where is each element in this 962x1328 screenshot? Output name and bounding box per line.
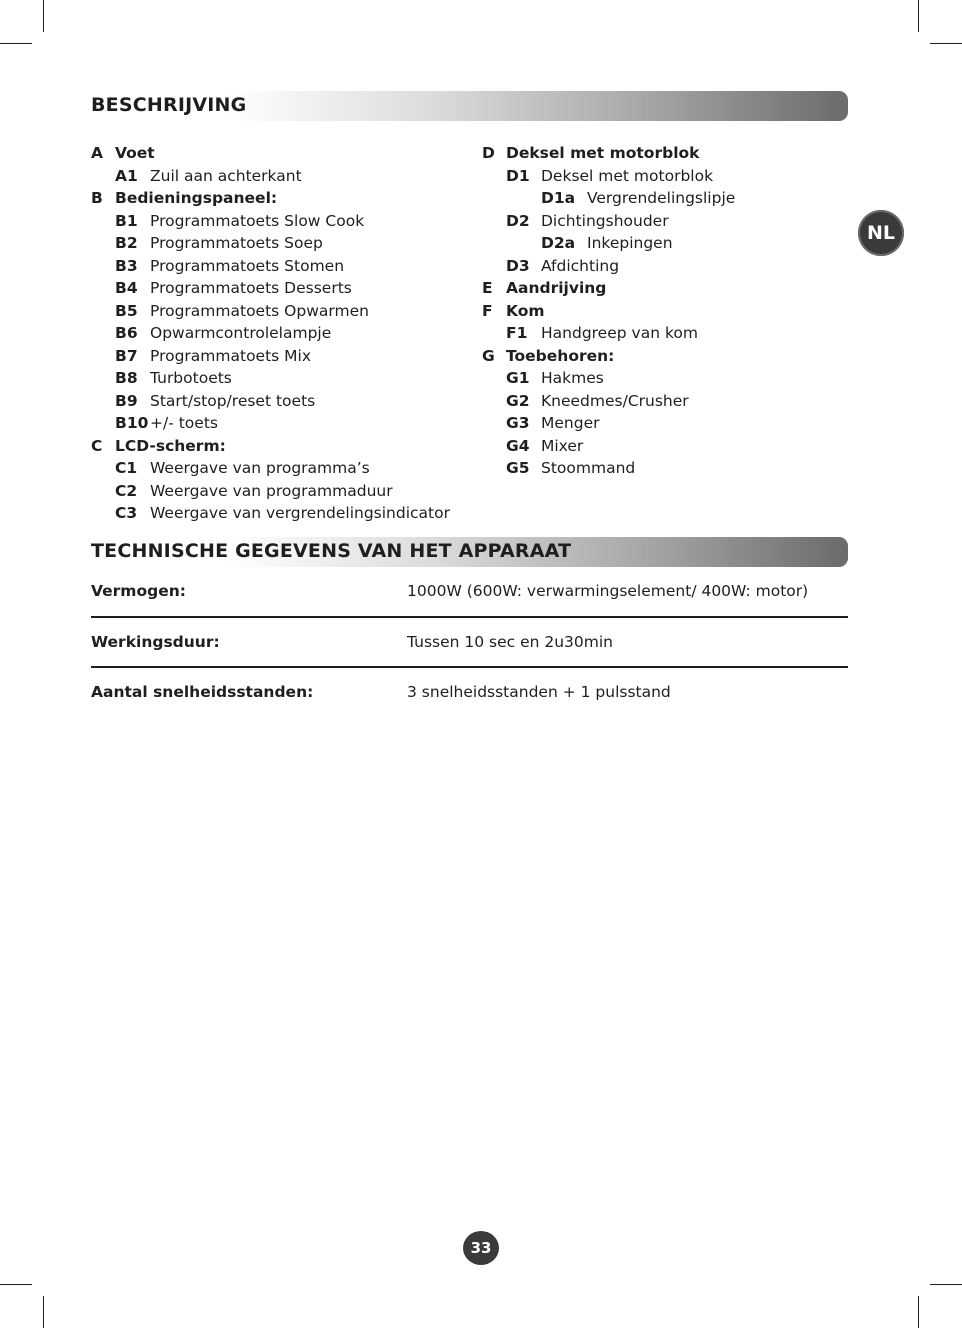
section-title-beschrijving: BESCHRIJVING <box>91 94 247 116</box>
crop-mark <box>930 43 962 44</box>
crop-mark <box>43 1296 44 1328</box>
divider <box>91 616 848 618</box>
crop-mark <box>930 1284 962 1285</box>
language-badge: NL <box>858 210 904 256</box>
section-title-technische-gegevens: TECHNISCHE GEGEVENS VAN HET APPARAAT <box>91 540 572 562</box>
page-number: 33 <box>463 1231 499 1265</box>
crop-mark <box>918 1296 919 1328</box>
divider <box>91 666 848 668</box>
crop-mark <box>0 1284 32 1285</box>
crop-mark <box>918 0 919 32</box>
crop-mark <box>43 0 44 32</box>
crop-mark <box>0 43 32 44</box>
